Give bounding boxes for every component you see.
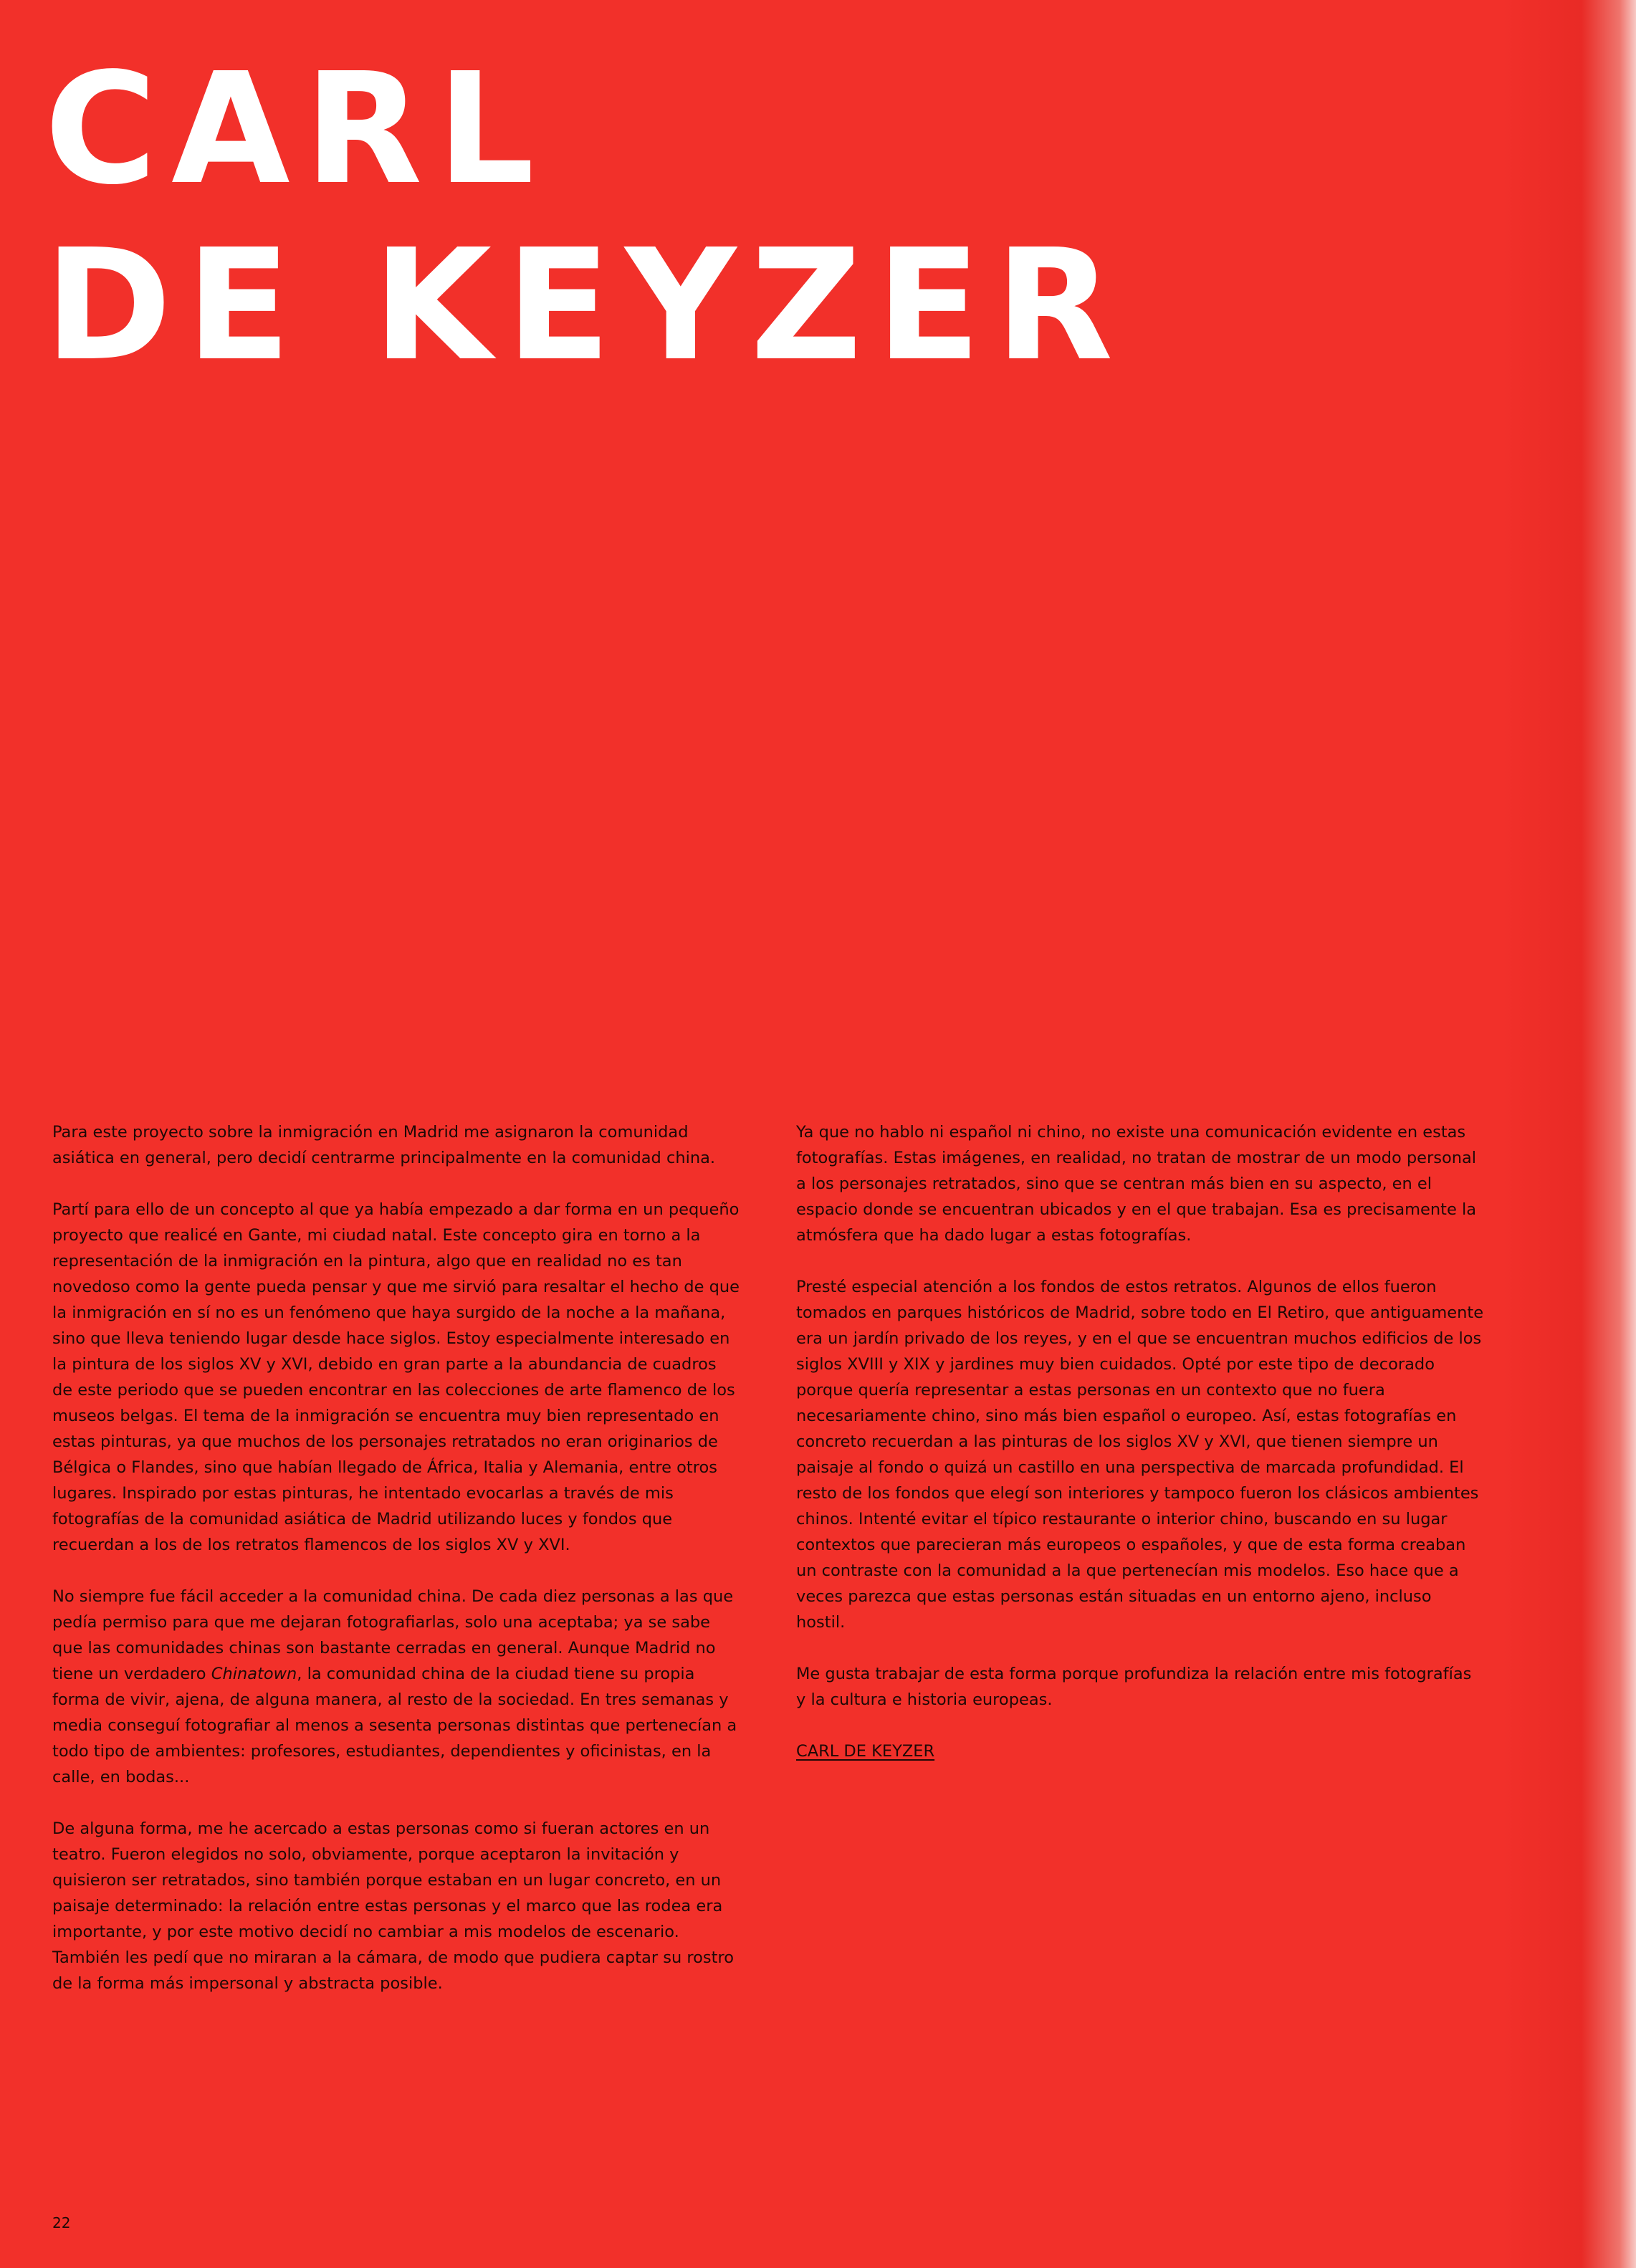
- article-title: [44, 42, 1127, 394]
- paragraph-access: [52, 1584, 740, 1790]
- paragraph-closing: Me gusta trabajar de esta forma porque profundiza la relación entre mis fotografías y la cultura e historia europeas.: [796, 1665, 1472, 1709]
- title-line-first-name: CARL: [44, 40, 549, 219]
- author-signature: CARL DE KEYZER: [796, 1742, 935, 1761]
- text-column-left: [52, 1119, 740, 2022]
- paragraph-access-text-a: No siempre fue fácil acceder a la comunidad china. De cada diez personas a las que pedía permiso para que me dejaran fotografiarlas, solo una aceptaba; ya se sabe que las comunidades chinas son bastante cerradas en general. Aunque Madrid no tiene un verdadero: [52, 1587, 734, 1683]
- title-line-last-name: DE KEYZER: [44, 216, 1128, 395]
- paragraph-communication: Ya que no hablo ni español ni chino, no existe una comunicación evidente en estas fotografías. Estas imágenes, en realidad, no tratan de mostrar de un modo personal a los personajes retratados, sino que se centran más bien en su aspecto, en el espacio donde se encuentran ubicados y en el que trabajan. Esa es precisamente la atmósfera que ha dado lugar a estas fotografías.: [796, 1123, 1477, 1245]
- paragraph-intro: Para este proyecto sobre la inmigración en Madrid me asignaron la comunidad asiática en general, pero decidí centrarme principalmente en la comunidad china.: [52, 1123, 716, 1167]
- paragraph-theatre: De alguna forma, me he acercado a estas personas como si fueran actores en un teatro. Fueron elegidos no solo, obviamente, porque aceptaron la invitación y quisieron ser retratados, sino también porque estaban en un lugar concreto, en un paisaje determinado: la relación entre estas personas y el marco que las rodea era importante, y por este motivo decidí no cambiar a mis modelos de escenario. También les pedí que no miraran a la cámara, de modo que pudiera captar su rostro de la forma más impersonal y abstracta posible.: [52, 1819, 734, 1993]
- chinatown-italic: Chinatown: [211, 1665, 297, 1683]
- paragraph-backgrounds: Presté especial atención a los fondos de estos retratos. Algunos de ellos fueron tomados en parques históricos de Madrid, sobre todo en El Retiro, que antiguamente era un jardín privado de los reyes, y en el que se encuentran muchos edificios de los siglos XVIII y XIX y jardines muy bien cuidados. Opté por este tipo de decorado porque quería representar a estas personas en un contexto que no fuera necesariamente chino, sino más bien español o europeo. Así, estas fotografías en concreto recuerdan a las pinturas de los siglos XV y XVI, que tienen siempre un paisaje al fondo o quizá un castillo en una perspectiva de marcada profundidad. El resto de los fondos que elegí son interiores y tampoco fueron los clásicos ambientes chinos. Intenté evitar el típico restaurante o interior chino, buscando en su lugar contextos que parecieran más europeos o españoles, y que de esta forma creaban un contraste con la comunidad a la que pertenecían mis modelos. Eso hace que a veces parezca que estas personas están situadas en un entorno ajeno, incluso hostil.: [796, 1278, 1484, 1632]
- page-number: 22: [52, 2214, 71, 2231]
- paragraph-concept: Partí para ello de un concepto al que ya había empezado a dar forma en un pequeño proyecto que realicé en Gante, mi ciudad natal. Este concepto gira en torno a la representación de la inmigración en la pintura, algo que en realidad no es tan novedoso como la gente pueda pensar y que me sirvió para resaltar el hecho de que la inmigración en sí no es un fenómeno que haya surgido de la noche a la mañana, sino que lleva teniendo lugar desde hace siglos. Estoy especialmente interesado en la pintura de los siglos XV y XVI, debido en gran parte a la abundancia de cuadros de este periodo que se pueden encontrar en las colecciones de arte flamenco de los museos belgas. El tema de la inmigración se encuentra muy bien representado en estas pinturas, ya que muchos de los personajes retratados no eran originarios de Bélgica o Flandes, sino que habían llegado de África, Italia y Alemania, entre otros lugares. Inspirado por estas pinturas, he intentado evocarlas a través de mis fotografías de la comunidad asiática de Madrid utilizando luces y fondos que recuerdan a los de los retratos flamencos de los siglos XV y XVI.: [52, 1200, 740, 1554]
- paragraph-access-text-b: , la comunidad china de la ciudad tiene su propia forma de vivir, ajena, de alguna manera, al resto de la sociedad. En tres semanas y media conseguí fotografiar al menos a sesenta personas distintas que pertenecían a todo tipo de ambientes: profesores, estudiantes, dependientes y oficinistas, en la calle, en bodas...: [52, 1665, 737, 1786]
- page-edge-shading: [1500, 0, 1636, 2268]
- text-column-right: [796, 1119, 1484, 1764]
